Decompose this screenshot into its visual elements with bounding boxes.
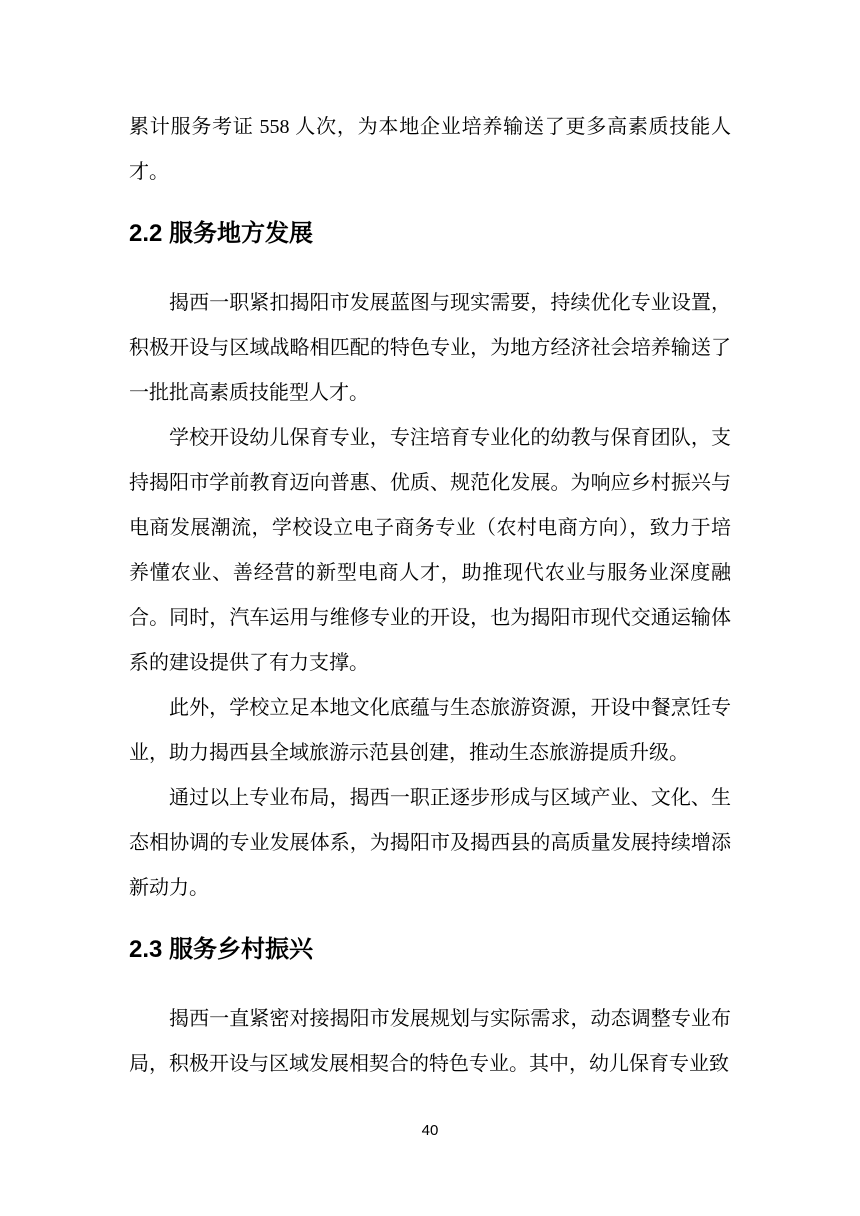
page-content [129,105,731,1087]
paragraph: 揭西一直紧密对接揭阳市发展规划与实际需求，动态调整专业布局，积极开设与区域发展相契合的特色专业。其中，幼儿保育专业致 [129,1008,731,1075]
section-heading-2-2: 2.2 服务地方发展 [129,220,314,247]
section-heading-2-3: 2.3 服务乡村振兴 [129,936,314,963]
paragraph-continuation: 累计服务考证 558 人次，为本地企业培养输送了更多高素质技能人才。 [129,116,731,183]
paragraph: 此外，学校立足本地文化底蕴与生态旅游资源，开设中餐烹饪专业，助力揭西县全域旅游示范县创建，推动生态旅游提质升级。 [129,697,731,764]
paragraph: 通过以上专业布局，揭西一职正逐步形成与区域产业、文化、生态相协调的专业发展体系，为揭阳市及揭西县的高质量发展持续增添新动力。 [129,787,731,899]
paragraph: 揭西一职紧扣揭阳市发展蓝图与现实需要，持续优化专业设置，积极开设与区域战略相匹配的特色专业，为地方经济社会培养输送了一批批高素质技能型人才。 [129,292,731,404]
paragraph: 学校开设幼儿保育专业，专注培育专业化的幼教与保育团队，支持揭阳市学前教育迈向普惠、优质、规范化发展。为响应乡村振兴与电商发展潮流，学校设立电子商务专业（农村电商方向），致力于培养懂农业、善经营的新型电商人才，助推现代农业与服务业深度融合。同时，汽车运用与维修专业的开设，也为揭阳市现代交通运输体系的建设提供了有力支撑。 [129,427,731,674]
page-number: 40 [421,1122,439,1139]
